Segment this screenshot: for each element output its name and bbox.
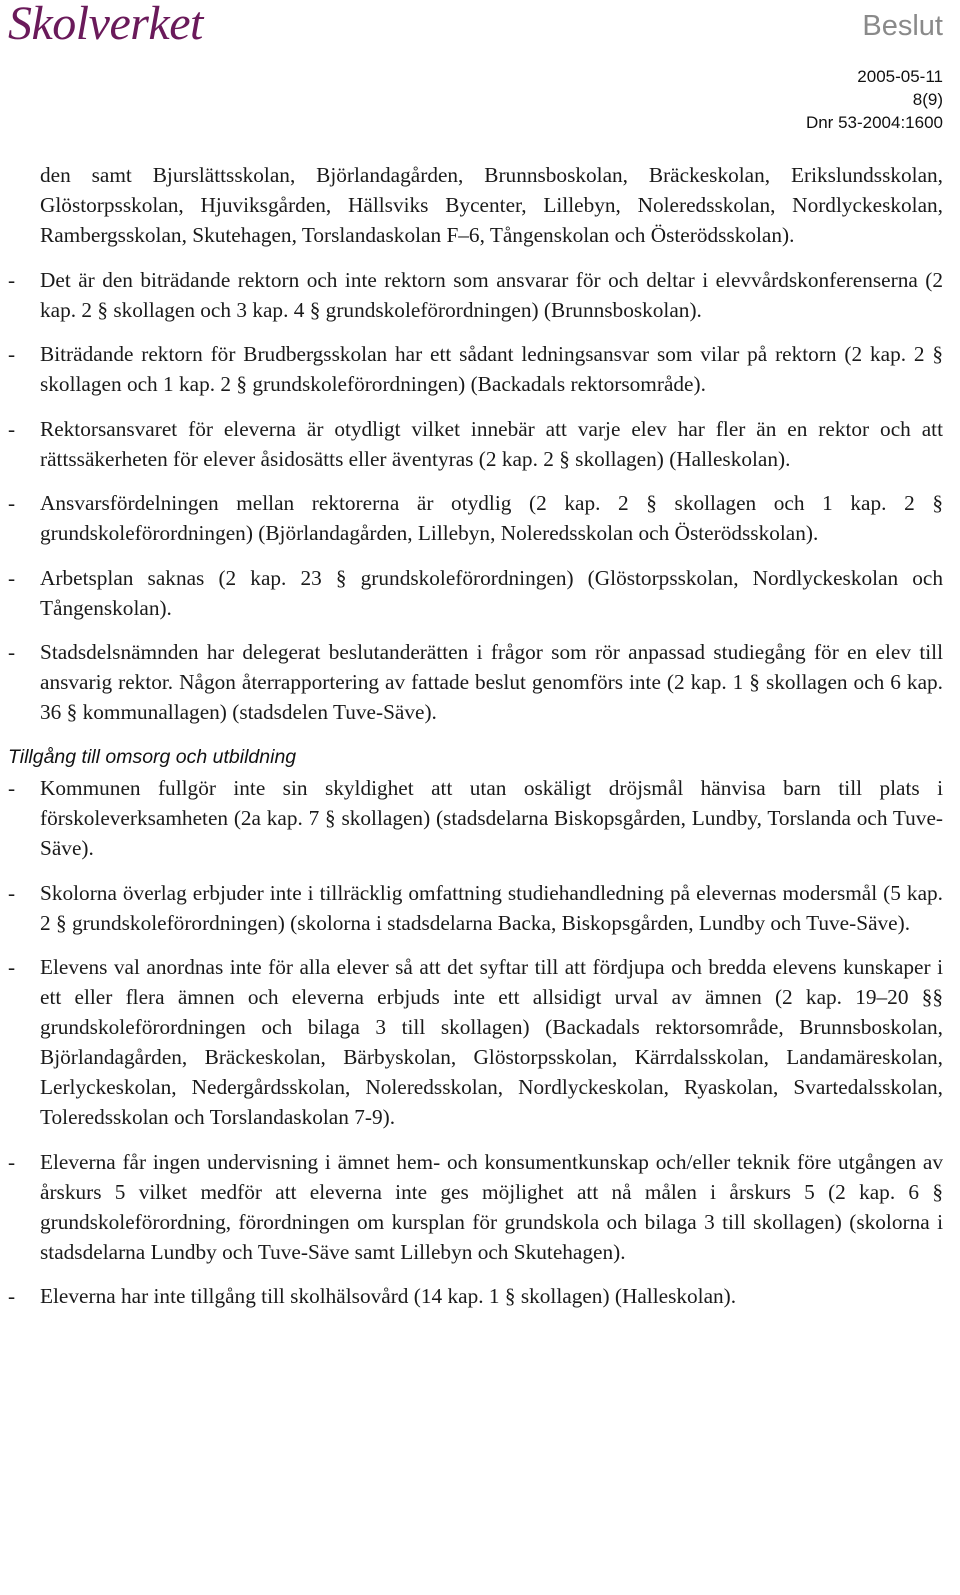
page-number: 8(9) [912,90,943,109]
list-item [8,563,943,623]
list-item [8,952,943,1132]
document-type: Beslut [862,10,943,42]
list-item-text: Skolorna överlag erbjuder inte i tillräcklig omfattning studiehandledning på elevernas modersmål (5 kap. 2 § grundskoleförordningen) (skolorna i stadsdelarna Backa, Biskopsgården, Lundby och Tuve-Säve). [40,880,943,935]
document-body [8,160,943,1311]
intro-paragraph: den samt Bjurslättsskolan, Björlandagården, Brunnsboskolan, Bräckeskolan, Erikslundsskolan, Glöstorpsskolan, Hjuviksgården, Hällsviks Bycenter, Lillebyn, Noleredsskolan, Nordlyckeskolan, Rambergsskolan, Skutehagen, Torslandaskolan F–6, Tångenskolan och Österödsskolan). [40,163,943,247]
list-item-text: Arbetsplan saknas (2 kap. 23 § grundskoleförordningen) (Glöstorpsskolan, Nordlyckeskolan och Tångenskolan). [40,565,943,620]
list-item-text: Ansvarsfördelningen mellan rektorerna är otydlig (2 kap. 2 § skollagen och 1 kap. 2 § grundskoleförordningen) (Björlandagården, Lillebyn, Noleredsskolan och Österödsskolan). [40,491,943,545]
dash-bullet: - [8,776,16,800]
list-item-text: Stadsdelsnämnden har delegerat beslutanderätten i frågor som rör anpassad studiegång för en elev till ansvarig rektor. Någon återrapportering av fattade beslut genomförs inte (2 kap. 1 § skollagen och 6 kap. 36 § kommunallagen) (stadsdelen Tuve-Säve). [40,640,943,724]
dash-bullet: - [8,416,16,441]
list-item [8,1281,943,1311]
dash-bullet: - [8,640,16,664]
dash-bullet: - [8,1284,16,1308]
list-item-text: Det är den biträdande rektorn och inte rektorn som ansvarar för och deltar i elevvårdskonferenserna (2 kap. 2 § skollagen och 3 kap. 4 § grundskoleförordningen) (Brunnsboskolan). [40,267,943,322]
list-item [8,414,943,474]
diary-number: Dnr 53-2004:1600 [805,113,943,132]
list-item [8,637,943,727]
dash-bullet: - [8,491,16,515]
list-item-text: Eleverna får ingen undervisning i ämnet hem- och konsumentkunskap och/eller teknik före utgången av årskurs 5 vilket medför att eleverna inte ges möjlighet att nå målen i årskurs 5 (2 kap. 6 § grundskoleförordning, förordningen om kursplan för grundskola och bilaga 3 till skollagen) (skolorna i stadsdelarna Lundby och Tuve-Säve samt Lillebyn och Skutehagen). [40,1149,943,1264]
list-item-text: Eleverna har inte tillgång till skolhälsovård (14 kap. 1 § skollagen) (Halleskolan). [40,1284,737,1308]
findings-list [8,265,943,728]
list-item-text: Rektorsansvaret för eleverna är otydligt vilket innebär att varje elev har fler än en rektor och att rättssäkerheten för elever åsidosätts eller äventyras (2 kap. 2 § skollagen) (Halleskolan). [40,416,943,471]
list-item-text: Elevens val anordnas inte för alla elever så att det syftar till att fördjupa och bredda elevens kunskaper i ett eller flera ämnen och eleverna erbjuds inte ett allsidigt urval av ämnen (2 kap. 19–20 §§ grundskoleförordningen och bilaga 3 till skollagen) (Backadals rektorsområde, Brunnsboskolan, Björlandagården, Bräckeskolan, Bärbyskolan, Glöstorpsskolan, Kärrdalsskolan, Landamäreskolan, Lerlyckeskolan, Nedergårdsskolan, Noleredsskolan, Nordlyckeskolan, Ryaskolan, Svartedalsskolan, Toleredsskolan och Torslandaskolan 7-9). [40,955,943,1129]
list-item-text: Biträdande rektorn för Brudbergsskolan har ett sådant ledningsansvar som vilar på rektorn (2 kap. 2 § skollagen och 1 kap. 2 § grundskoleförordningen) (Backadals rektorsområde). [40,342,943,396]
skolverket-logo: Skolverket [8,0,203,50]
dash-bullet: - [8,267,16,292]
dash-bullet: - [8,565,16,590]
list-item [8,339,943,399]
dash-bullet: - [8,1149,16,1174]
list-item-text: Kommunen fullgör inte sin skyldighet att utan oskäligt dröjsmål hänvisa barn till plats i förskoleverksamheten (2a kap. 7 § skollagen) (stadsdelarna Biskopsgården, Lundby, Torslanda och Tuve-Säve). [40,776,943,860]
dash-bullet: - [8,880,16,905]
list-item [8,1147,943,1267]
document-meta [806,65,943,134]
dash-bullet: - [8,955,16,979]
list-item [8,878,943,938]
list-item [8,488,943,548]
dash-bullet: - [8,342,16,366]
list-item [8,265,943,325]
list-item [8,773,943,863]
access-findings-list [8,773,943,1311]
section-heading: Tillgång till omsorg och utbildning [8,746,297,768]
document-date: 2005-05-11 [857,67,943,86]
